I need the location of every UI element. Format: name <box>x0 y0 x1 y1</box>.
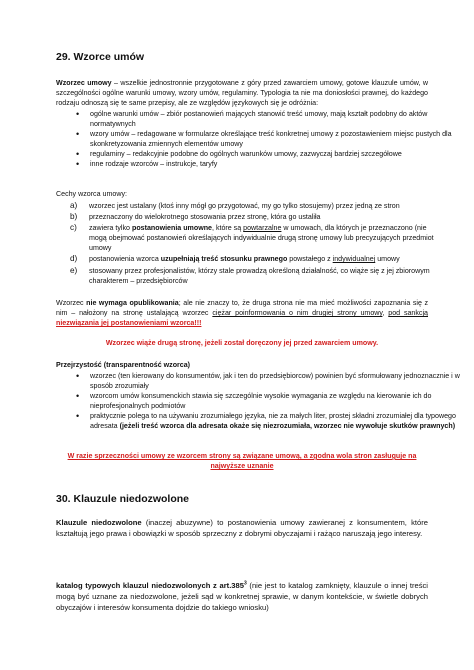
features-heading: Cechy wzorca umowy: <box>56 190 127 198</box>
list-item: • wzory umów – redagowane w formularze określające treść konkretnej umowy z pozostawieniem miejsc pustych dla skonkretyzowania zmiennych elementów umowy <box>90 129 462 149</box>
feature-text: zawiera tylko <box>89 224 132 233</box>
feature-text: umowy <box>375 255 400 264</box>
template-types-list <box>56 109 462 170</box>
binding-note: Wzorzec wiąże drugą stronę, jeżeli został doręczony jej przed zawarciem umowy. <box>105 339 379 347</box>
feature-text: wzorzec jest ustalany (ktoś inny mógł go przygotować, my go tylko stosujemy) przez jedną ze stron <box>89 202 400 210</box>
list-item <box>90 411 462 431</box>
catalog-text: (nie jest to katalog zamknięty, klauzule o innej treści mogą być uznane za niedozwolone, jeżeli sąd w konkretnej sprawie, w danym kontekście, w świetle dobrych obyczajów i interesów konsumenta dojdzie do takiego wniosku) <box>56 581 428 612</box>
publication-bold: nie wymaga opublikowania <box>86 299 179 307</box>
publication-underline: pod sankcją <box>388 309 428 318</box>
conflict-note: W razie sprzeczności umowy ze wzorcem strony są związane umową, a zgodna wola stron zasługuje na najwyższe uznanie <box>67 452 417 471</box>
definition-term: Klauzule niedozwolone <box>56 518 142 527</box>
catalog-paragraph <box>56 580 428 613</box>
feature-text: stosowany przez profesjonalistów, którzy stale prowadzą określoną działalność, co wiąże się z jej zbiorowym charakterem – przedsiębiorców <box>89 266 430 285</box>
definition-text: (inaczej abuzywne) to postanowienia umowy zawieranej z konsumentem, które kształtują jego prawa i obowiązki w sposób sprzeczny z dobrymi obyczajami i rażąco naruszają jego interesy. <box>56 518 428 538</box>
transparency-list <box>56 371 462 432</box>
list-item: • wzorzec (ten kierowany do konsumentów, jak i ten do przedsiębiorcow) powinien być sformułowany jednoznacznie i w sposób zrozumiały <box>90 371 462 391</box>
list-item: • ogólne warunki umów – zbiór postanowień mających stanowić treść umowy, mają kształt podobny do aktów normatywnych <box>90 109 462 129</box>
list-item: • regulaminy – redakcyjnie podobne do ogólnych warunków umowy, zazwyczaj bardziej szczegółowe <box>90 149 462 159</box>
list-letter: d) <box>70 254 78 264</box>
publication-underline: ciężar poinformowania o nim drugiej strony umowy <box>212 309 383 318</box>
list-letter: b) <box>70 212 78 222</box>
transparency-heading: Przejrzystość (transparentność wzorca) <box>56 361 191 369</box>
list-item: • wzorcom umów konsumenckich stawia się szczególnie wysokie wymagania ze względu na kierowanie ich do nieprofesjonalnych podmiotów <box>90 391 462 411</box>
feature-text: w umowach, dla których je przeznaczono (nie mogą obejmować postanowień określających indywidualnie drugą stronę umowy lub precyzujących przedmiot umowy <box>89 224 434 253</box>
feature-text: , które są <box>212 224 244 233</box>
list-letter: a) <box>70 201 78 210</box>
catalog-term: katalog typowych klauzul niedozwolonych z art.385 <box>56 581 244 590</box>
list-letter: c) <box>70 223 77 233</box>
feature-underline: powtarzalne <box>243 224 282 233</box>
list-item <box>70 254 442 264</box>
feature-text: przeznaczony do wielokrotnego stosowania przez stronę, która go ustaliła <box>89 213 321 222</box>
abusive-clauses-definition <box>56 517 428 539</box>
list-item <box>70 212 442 222</box>
list-letter: e) <box>70 265 78 275</box>
features-list <box>56 200 442 287</box>
feature-bold: postanowienia umowne <box>131 224 212 233</box>
feature-text: powstałego z <box>287 255 333 264</box>
section-29-title: 29. Wzorce umów <box>56 51 145 63</box>
publication-paragraph <box>56 298 428 328</box>
list-item: • inne rodzaje wzorców – instrukcje, taryfy <box>90 159 462 169</box>
list-item <box>70 266 442 286</box>
list-item <box>70 201 442 211</box>
section-30-title: 30. Klauzule niedozwolone <box>56 493 190 505</box>
feature-text: postanowienia wzorca <box>89 255 161 264</box>
template-definition <box>56 78 428 108</box>
feature-bold: uzupełniają treść stosunku prawnego <box>160 255 288 264</box>
publication-text: Wzorzec <box>56 299 87 307</box>
catalog-superscript: 3 <box>243 580 247 587</box>
publication-text: , <box>382 309 389 318</box>
publication-text: ; ale nie znaczy to, że druga strona nie ma mieć możliwości zapoznania się z nim – nałożony na stronę ustalającą wzorzec <box>56 299 429 318</box>
transparency-text: praktycznie polega to na używaniu zrozumiałego języka, nie za małych liter, prostej składni zrozumiałej dla typowego adresata <box>90 412 456 431</box>
feature-underline: indywidualnej <box>332 255 376 264</box>
transparency-bold: (jeżeli treść wzorca dla adresata okaże się niezrozumiała, wzorzec nie wywołuje skutków prawnych) <box>119 422 456 431</box>
list-item <box>70 223 442 253</box>
publication-sanction: niezwiązania jej postanowieniami wzorca!!! <box>56 319 202 328</box>
template-definition-text: – wszelkie jednostronnie przygotowane z góry przed zawarciem umowy, gotowe klauzule umów, w szczególności ogólne warunki umowy, wzory umów, regulaminy. Typologia ta nie ma doniosłości prawnej, do każdego rodzaju odnoszą się te same przepisy, ale ze względów językowych się je odróżnia: <box>56 79 429 108</box>
template-term: Wzorzec umowy <box>56 79 112 87</box>
